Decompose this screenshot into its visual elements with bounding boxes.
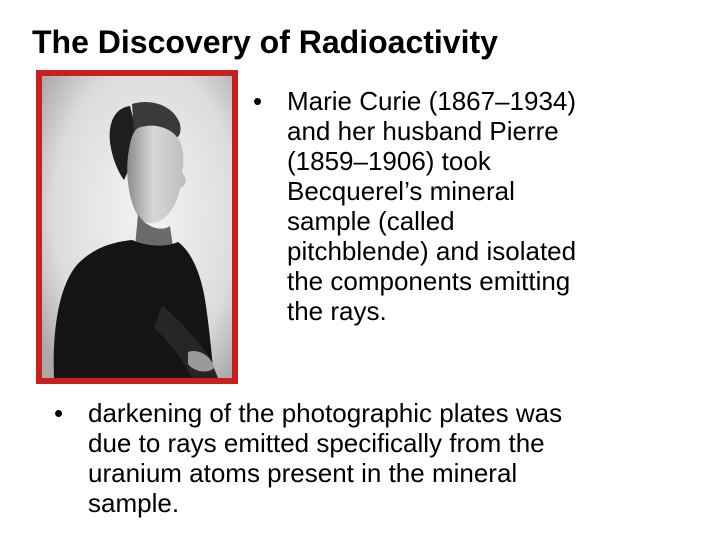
bullet-curie-discovery <box>253 86 673 326</box>
bullet-line: sample (called <box>287 206 455 236</box>
bullet-line: the components emitting <box>287 266 571 296</box>
bullet-line: sample. <box>88 488 180 518</box>
bullet-line: the rays. <box>287 296 387 326</box>
portrait-photo <box>36 70 238 384</box>
bullet-line: and her husband Pierre <box>287 116 559 146</box>
bullet-marker: • <box>54 398 64 428</box>
bullet-line: Marie Curie (1867–1934) <box>287 86 577 116</box>
bullet-line: uranium atoms present in the mineral <box>88 458 518 488</box>
bullet-line: due to rays emitted specifically from the <box>88 428 545 458</box>
bullet-line: Becquerel’s mineral <box>287 176 515 206</box>
bullet-marker: • <box>253 86 263 116</box>
bullet-line: (1859–1906) took <box>287 146 491 176</box>
bullet-photographic-plates <box>54 398 714 518</box>
portrait-image <box>42 76 232 378</box>
bullet-line: pitchblende) and isolated <box>287 236 577 266</box>
slide-title: The Discovery of Radioactivity <box>32 24 498 60</box>
bullet-line: darkening of the photographic plates was <box>88 398 563 428</box>
